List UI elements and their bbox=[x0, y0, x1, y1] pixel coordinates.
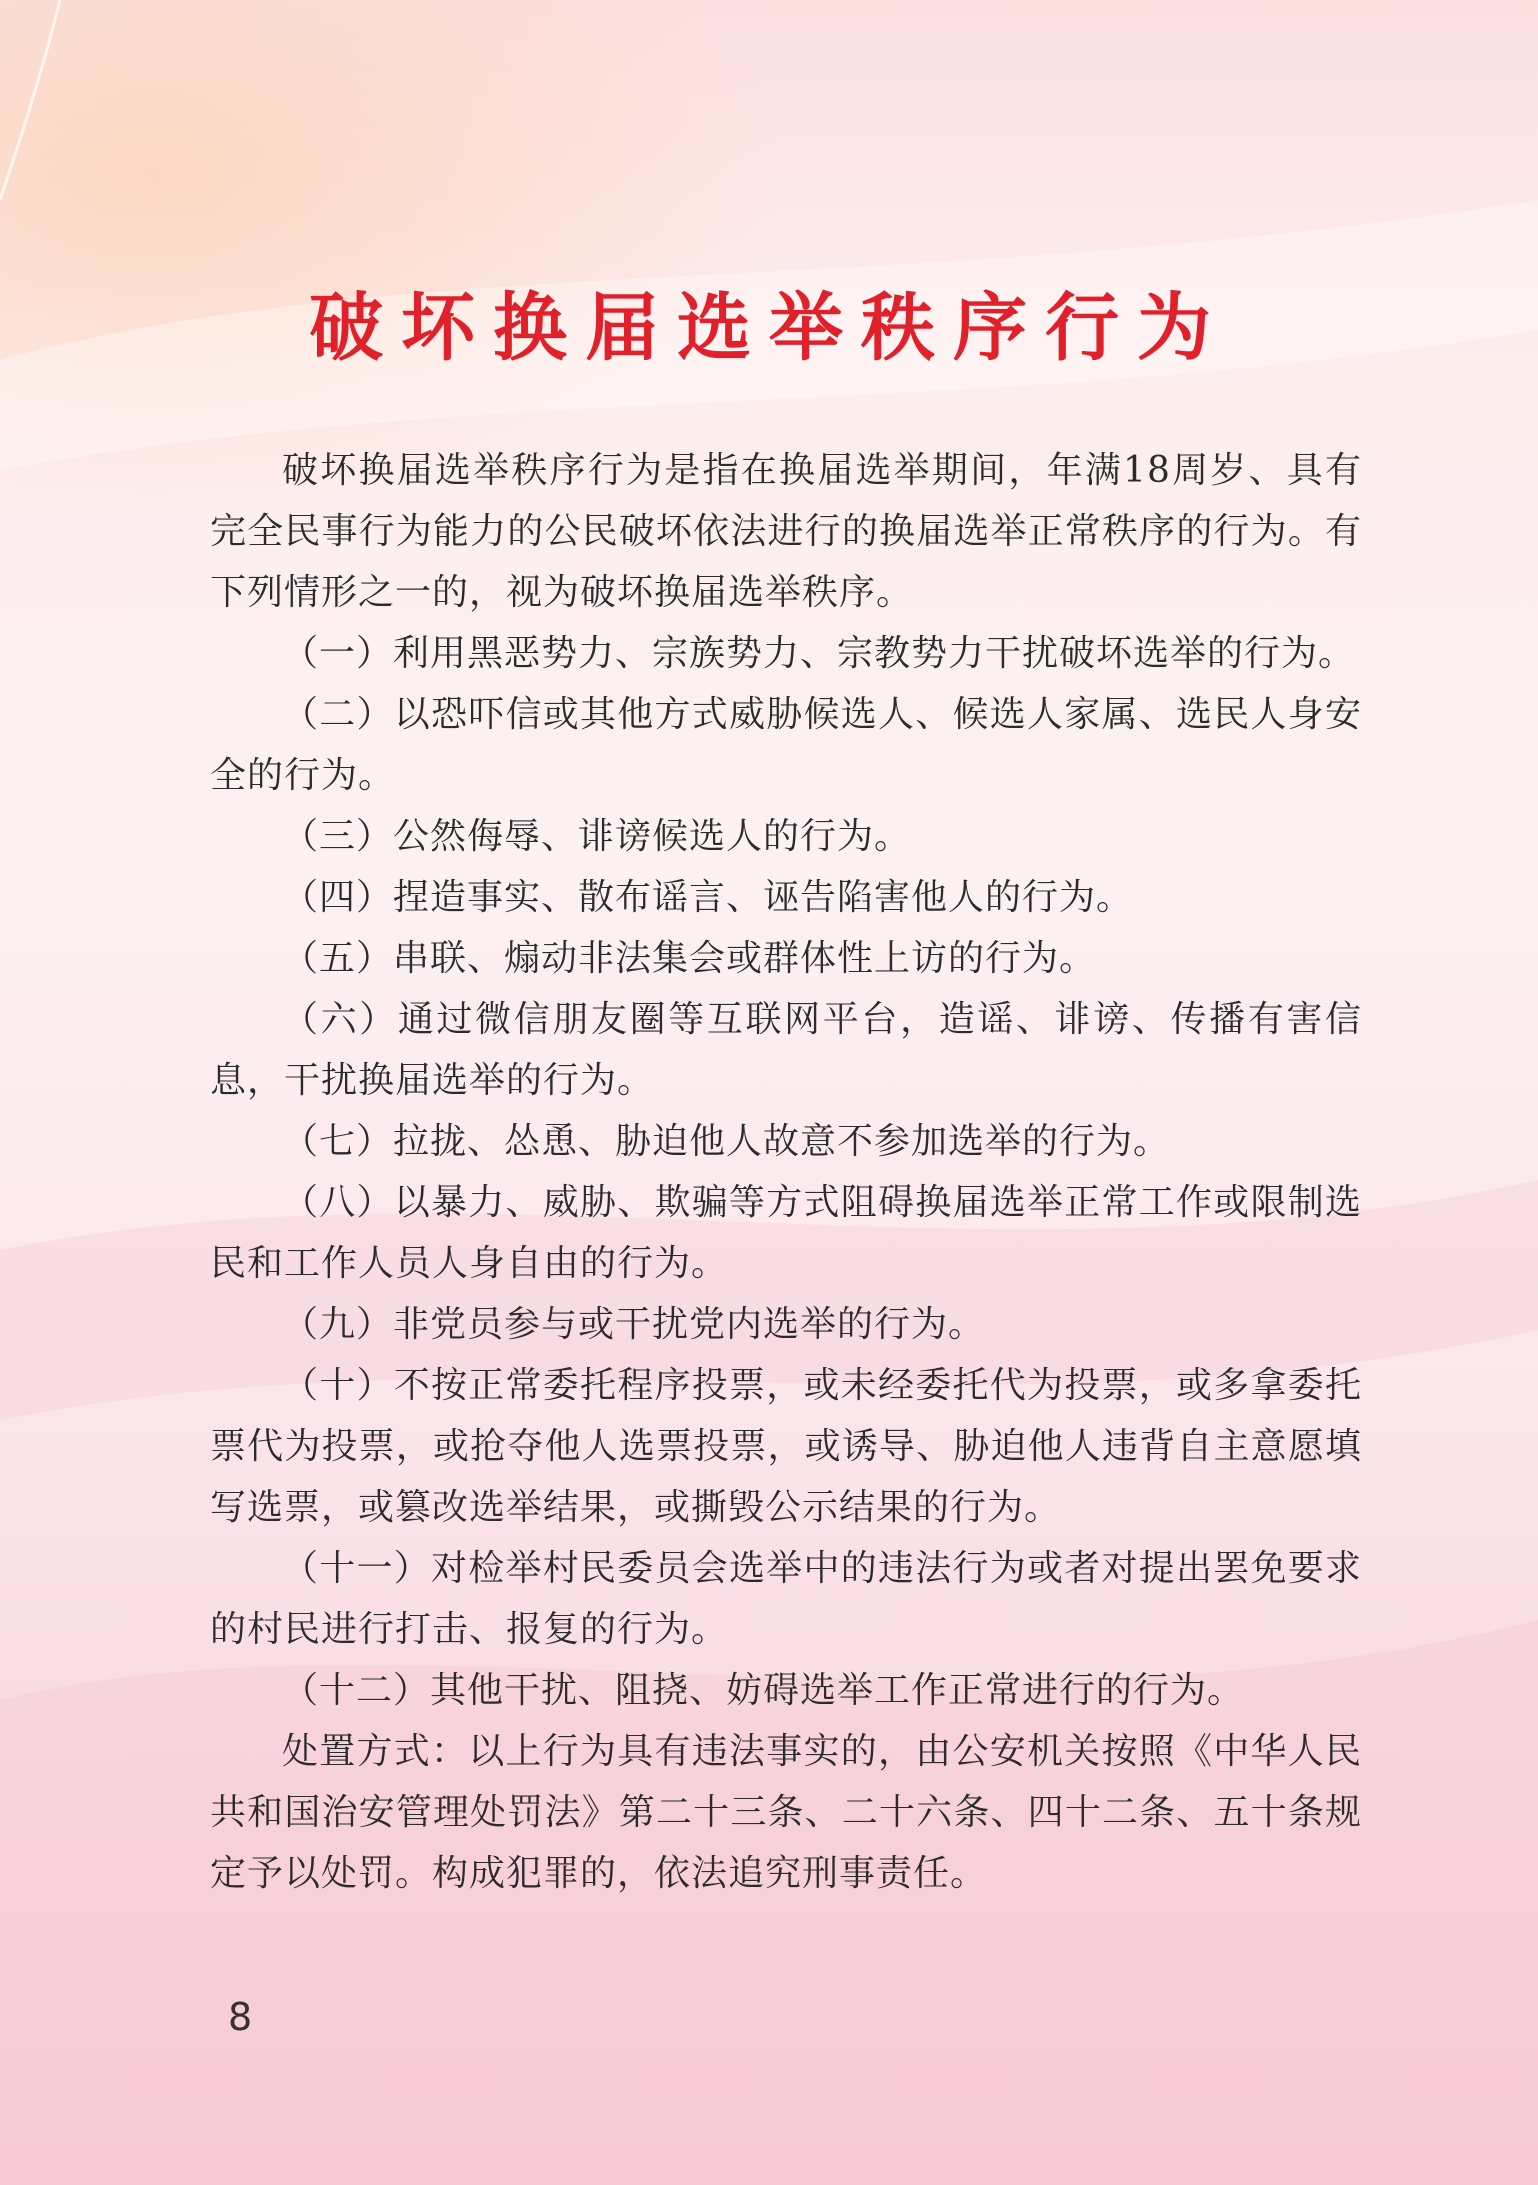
list-item: （十）不按正常委托程序投票，或未经委托代为投票，或多拿委托票代为投票，或抢夺他人选票投票，或诱导、胁迫他人违背自主意愿填写选票，或篡改选举结果，或撕毁公示结果的行为。 bbox=[210, 1365, 1362, 1528]
list-item: （十一）对检举村民委员会选举中的违法行为或者对提出罢免要求的村民进行打击、报复的行为。 bbox=[210, 1548, 1362, 1650]
list-item: （三）公然侮辱、诽谤候选人的行为。 bbox=[282, 816, 912, 857]
disposal-paragraph: 处置方式：以上行为具有违法事实的，由公安机关按照《中华人民共和国治安管理处罚法》第二十三条、二十六条、四十二条、五十条规定予以处罚。构成犯罪的，依法追究刑事责任。 bbox=[210, 1731, 1362, 1894]
paragraph: 破坏换届选举秩序行为是指在换届选举期间，年满18周岁、具有完全民事行为能力的公民破坏依法进行的换届选举正常秩序的行为。有下列情形之一的，视为破坏换届选举秩序。 bbox=[210, 450, 1362, 613]
list-item: （九）非党员参与或干扰党内选举的行为。 bbox=[282, 1304, 986, 1345]
list-item: （十二）其他干扰、阻挠、妨碍选举工作正常进行的行为。 bbox=[282, 1670, 1245, 1711]
page-title: 破坏换届选举秩序行为 bbox=[309, 285, 1229, 371]
list-item: （七）拉拢、怂恿、胁迫他人故意不参加选举的行为。 bbox=[282, 1121, 1171, 1162]
body-text bbox=[210, 440, 1362, 1904]
list-item: （六）通过微信朋友圈等互联网平台，造谣、诽谤、传播有害信息，干扰换届选举的行为。 bbox=[210, 999, 1362, 1101]
list-item: （二）以恐吓信或其他方式威胁候选人、候选人家属、选民人身安全的行为。 bbox=[210, 694, 1362, 796]
list-item: （四）捏造事实、散布谣言、诬告陷害他人的行为。 bbox=[282, 877, 1134, 918]
page-number: 8 bbox=[228, 1995, 253, 2039]
list-item: （八）以暴力、威胁、欺骗等方式阻碍换届选举正常工作或限制选民和工作人员人身自由的行为。 bbox=[210, 1182, 1362, 1284]
list-item: （五）串联、煽动非法集会或群体性上访的行为。 bbox=[282, 938, 1097, 979]
list-item: （一）利用黑恶势力、宗族势力、宗教势力干扰破坏选举的行为。 bbox=[282, 633, 1356, 674]
